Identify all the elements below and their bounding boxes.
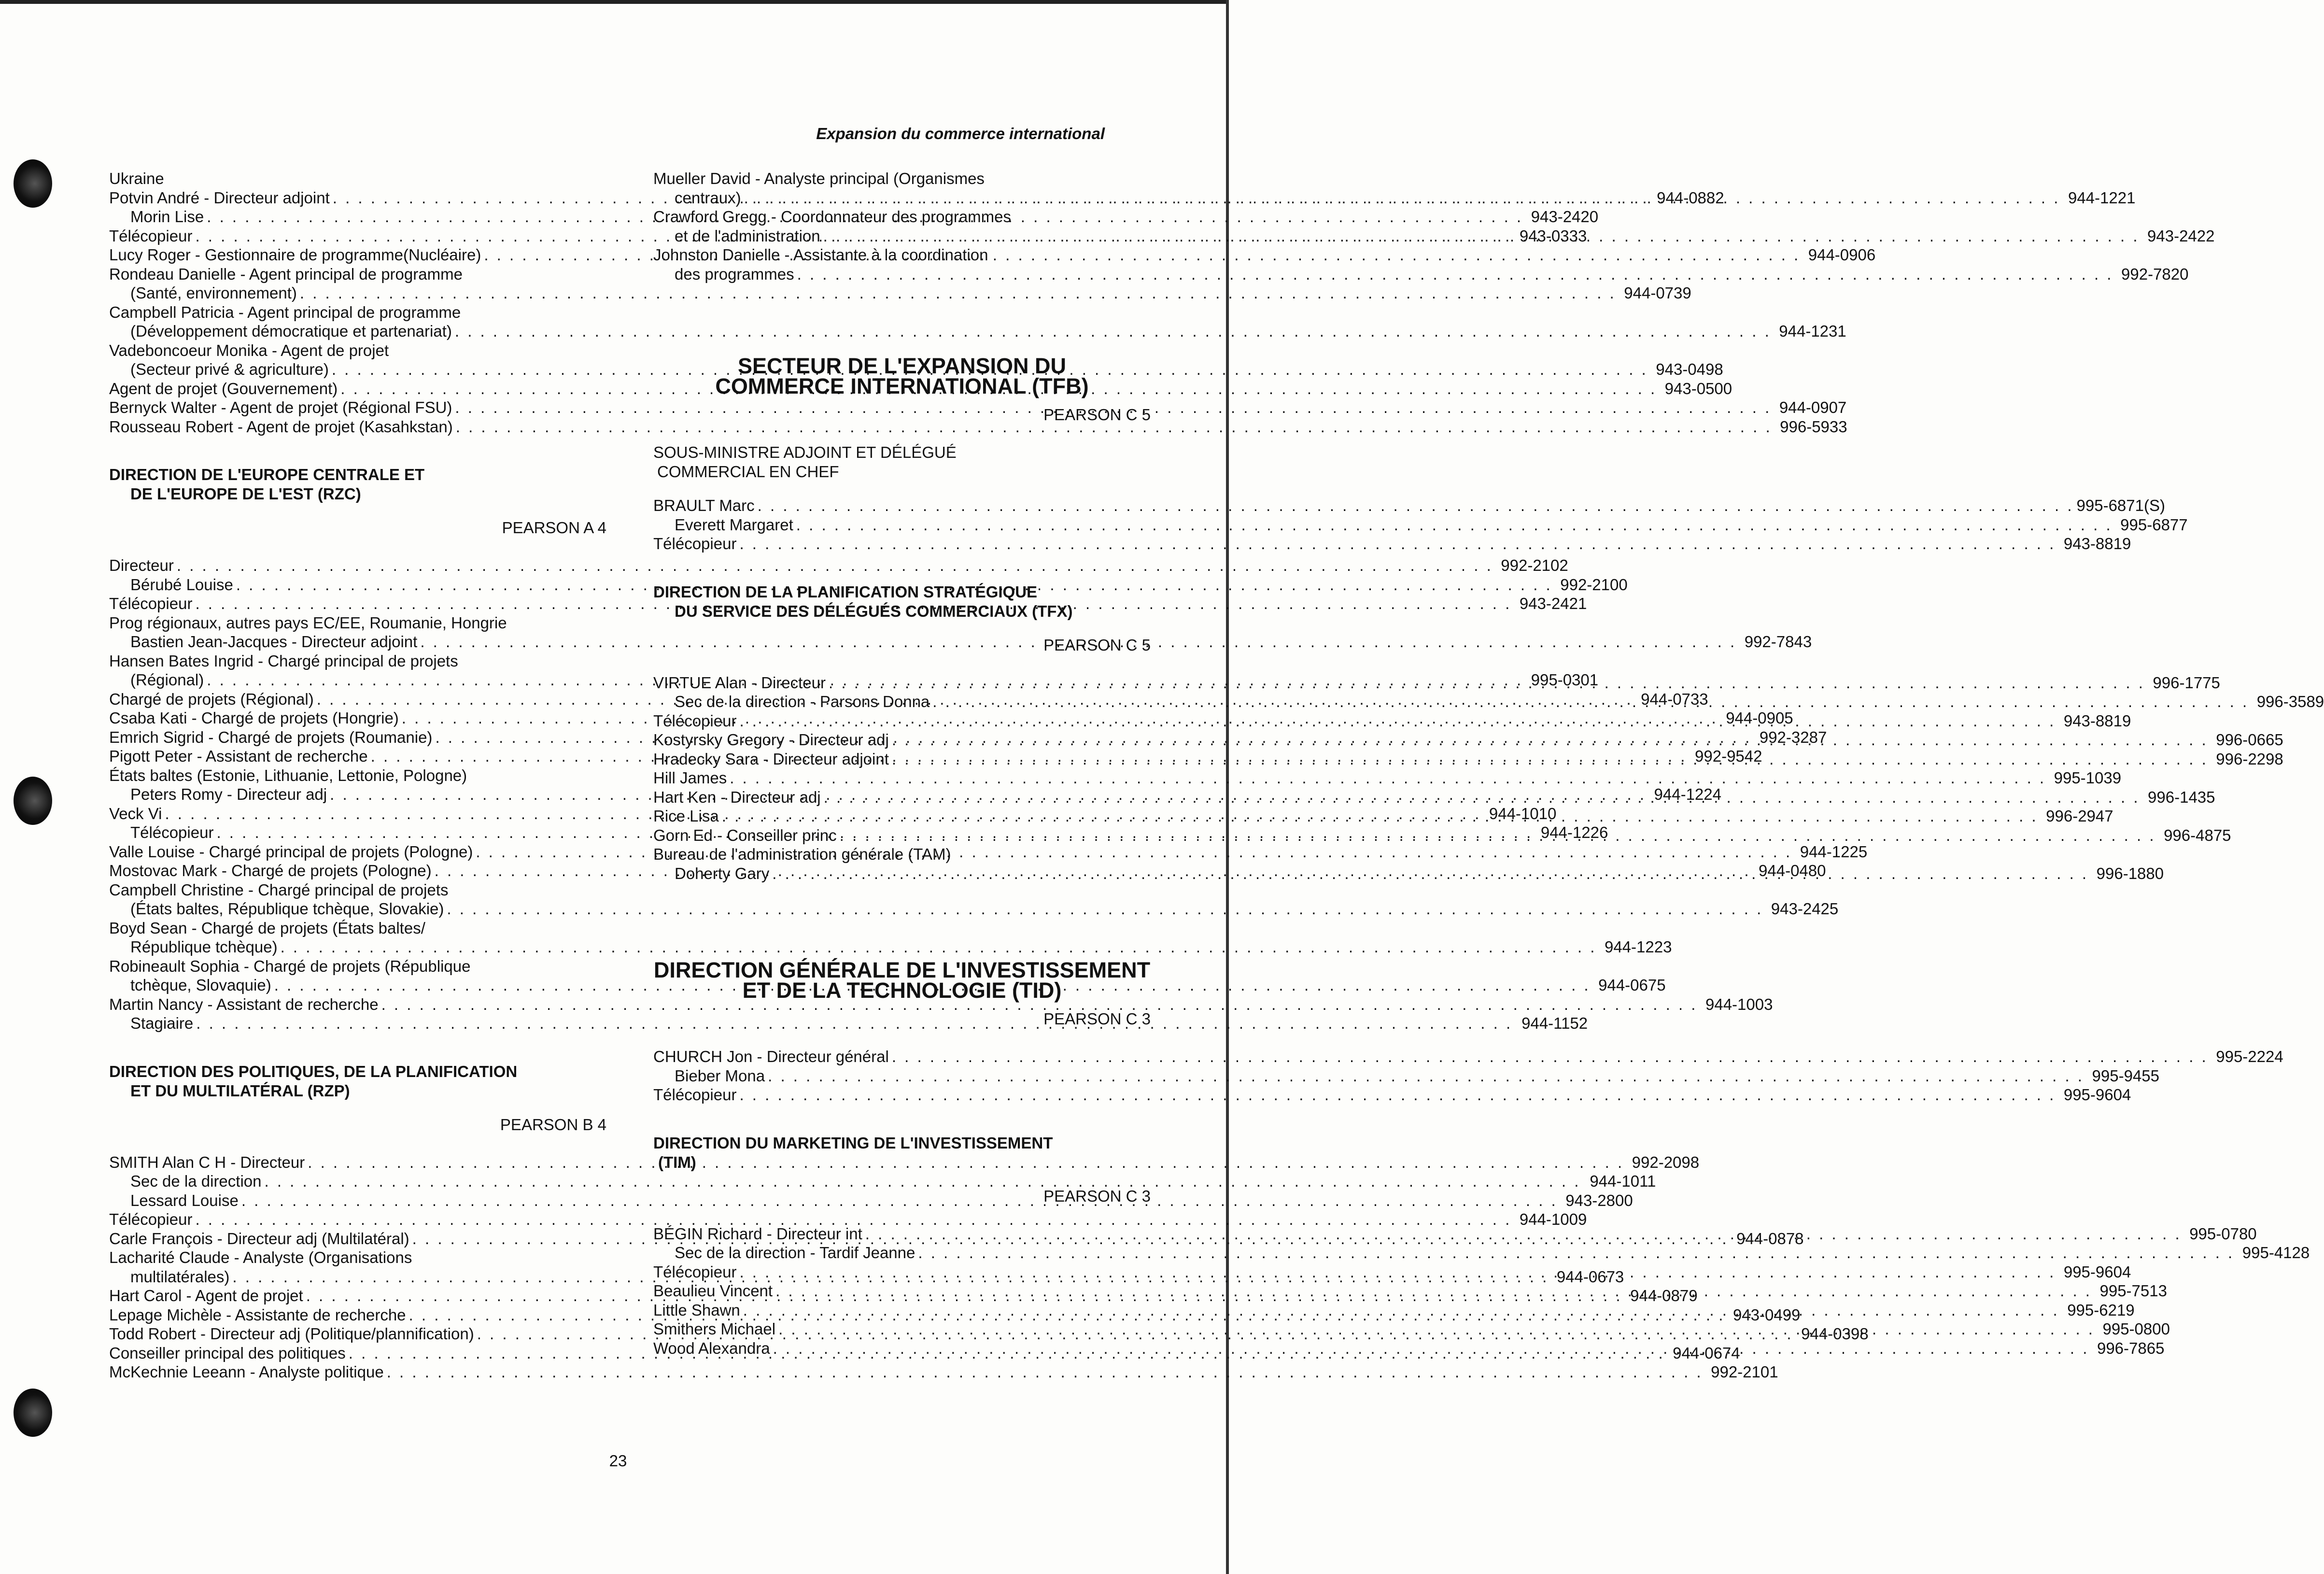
entry-name: BRAULT Marc	[653, 496, 755, 514]
entry-name: Sec de la direction - Parsons Donna	[675, 693, 930, 710]
phone-number: 944-1221	[2068, 188, 2136, 207]
entry-name: multilatérales)	[130, 1267, 230, 1286]
leader-dots	[821, 788, 2143, 807]
location-label: PEARSON A 4	[502, 519, 606, 537]
entry-name: Mostovac Mark - Chargé de projets (Pologne)	[109, 862, 432, 879]
entry-name: Potvin André - Directeur adjoint	[109, 188, 330, 207]
entry-name: tchèque, Slovaquie)	[130, 976, 271, 994]
directory-entry	[653, 1047, 2283, 1066]
phone-number: 943-0500	[1664, 379, 1732, 397]
entry-name: Télécopieur	[109, 227, 193, 245]
phone-number: 995-9604	[2063, 1262, 2131, 1281]
section-heading-tfx: DIRECTION DE LA PLANIFICATION STRATÉGIQUE DU SERVICE DES DÉLÉGUÉS COMMERCIAUX (TFX)	[653, 582, 1073, 620]
phone-number: 943-2420	[1531, 208, 1599, 226]
entry-name: Robineault Sophia - Chargé de projets (République	[109, 957, 471, 975]
entry-name: Rondeau Danielle - Agent principal de programme	[109, 265, 463, 283]
directory-entry	[653, 515, 2188, 535]
subsection-title: SOUS-MINISTRE ADJOINT ET DÉLÉGUÉ COMMERCIAL EN CHEF	[653, 443, 957, 481]
leader-dots	[775, 1319, 2098, 1339]
entry-name: Bérubé Louise	[130, 575, 233, 594]
leader-dots	[727, 768, 2049, 788]
directory-entry	[109, 1172, 1656, 1191]
section-heading-tim: DIRECTION DU MARKETING DE L'INVESTISSEMENT (TIM)	[653, 1134, 1053, 1171]
phone-number: 995-9604	[2063, 1086, 2131, 1104]
phone-number: 995-7513	[2099, 1282, 2167, 1300]
directory-entry	[653, 245, 1151, 265]
entry-name: Lepage Michèle - Assistante de recherche	[109, 1305, 406, 1324]
entry-name: Todd Robert - Directeur adj (Politique/plannification)	[109, 1325, 474, 1343]
directory-entry	[653, 1066, 2159, 1086]
section-heading-rzc: DIRECTION DE L'EUROPE CENTRALE ET DE L'EUROPE DE L'EST (RZC)	[109, 466, 425, 503]
entry-name: Télécopieur	[109, 1210, 193, 1228]
entry-name: Campbell Patricia - Agent principal de programme	[109, 303, 461, 321]
directory-entry	[109, 880, 606, 900]
entry-name: Veck Vi	[109, 804, 162, 822]
section-heading-rzp: DIRECTION DES POLITIQUES, DE LA PLANIFICATION ET DU MULTILATÉRAL (RZP)	[109, 1062, 518, 1100]
entry-name: McKechnie Leeann - Analyste politique	[109, 1363, 384, 1381]
leader-dots	[930, 692, 2252, 711]
phone-number: 944-1011	[1590, 1172, 1656, 1190]
directory-entry	[109, 613, 606, 633]
entry-name: Boyd Sean - Chargé de projets (États baltes/	[109, 919, 425, 937]
directory-entry	[109, 265, 606, 284]
entry-name: (États baltes, République tchèque, Slovakie)	[130, 900, 444, 918]
phone-number: 944-0907	[1779, 398, 1847, 416]
entry-name: Csaba Kati - Chargé de projets (Hongrie)	[109, 709, 399, 727]
entry-name: Stagiaire	[130, 1014, 194, 1032]
directory-entry	[109, 1153, 1700, 1172]
location-label: PEARSON B 4	[500, 1115, 606, 1134]
phone-number: 944-0398	[1801, 1325, 1869, 1343]
entry-name: Mueller David - Analyste principal (Organismes	[653, 170, 985, 187]
entry-name: Directeur	[109, 556, 174, 574]
phone-number: 944-1009	[1519, 1210, 1587, 1228]
entry-name: Bieber Mona	[675, 1066, 765, 1085]
leader-dots	[736, 1085, 2058, 1105]
phone-number: 992-3287	[1759, 728, 1827, 746]
leader-dots	[765, 1066, 2087, 1086]
leader-dots	[740, 1301, 2062, 1320]
phone-number: 995-0780	[2189, 1224, 2257, 1243]
phone-number: 996-1880	[2096, 864, 2164, 882]
entry-name: République tchèque)	[130, 938, 278, 956]
phone-number: 995-1039	[2054, 769, 2122, 787]
entry-name: Peters Romy - Directeur adj	[130, 785, 327, 803]
binder-hole	[14, 1389, 52, 1437]
leader-dots	[384, 1362, 1706, 1382]
entry-name: Little Shawn	[653, 1301, 740, 1319]
phone-number: 996-2298	[2216, 750, 2283, 768]
location-label: PEARSON C 3	[1043, 1010, 1151, 1028]
entry-name: Beaulieu Vincent	[653, 1282, 773, 1300]
phone-number: 943-2421	[1519, 595, 1587, 612]
phone-number: 996-2947	[2046, 807, 2113, 825]
section-title-ukraine: Ukraine	[109, 170, 164, 187]
directory-entry	[109, 766, 606, 785]
phone-number: 996-5933	[1780, 417, 1847, 436]
directory-entry	[653, 1243, 2310, 1262]
phone-number: 995-4128	[2242, 1244, 2310, 1262]
phone-number: 944-1224	[1654, 785, 1721, 803]
phone-number: 992-2100	[1560, 575, 1628, 594]
entry-name: Johnston Danielle - Assistante à la coordination	[653, 246, 988, 264]
entry-name: (Régional)	[130, 671, 204, 689]
phone-number: 943-2422	[2147, 227, 2215, 245]
page-number: 23	[609, 1452, 627, 1470]
directory-entry	[653, 169, 1151, 188]
directory-list-tfb	[653, 496, 2188, 553]
leader-dots	[862, 1224, 2184, 1244]
phone-number: 992-7820	[2121, 265, 2189, 283]
entry-name: Télécopieur	[653, 711, 737, 730]
leader-dots	[736, 534, 2058, 553]
directory-entry	[109, 341, 606, 360]
directory-entry	[109, 284, 1691, 303]
phone-number: 944-0674	[1673, 1344, 1740, 1362]
phone-number: 944-0480	[1759, 862, 1826, 879]
leader-dots	[741, 188, 2063, 208]
entry-name: centraux)	[675, 188, 741, 207]
phone-number: 995-9455	[2092, 1066, 2159, 1085]
entry-name: et de l'administration	[675, 227, 820, 245]
phone-number: 943-2425	[1771, 900, 1839, 918]
directory-entry	[109, 417, 1847, 437]
entry-name: Everett Margaret	[675, 515, 793, 534]
phone-number: 944-0733	[1641, 690, 1708, 708]
phone-number: 943-0499	[1732, 1305, 1801, 1324]
entry-name: Lessard Louise	[130, 1191, 239, 1209]
entry-name: Télécopieur	[109, 595, 193, 612]
leader-dots	[826, 673, 2148, 693]
phone-number: 995-6871(S)	[2076, 496, 2165, 514]
phone-number: 996-1775	[2153, 673, 2220, 692]
phone-number: 943-8819	[2063, 535, 2131, 553]
directory-entry	[653, 496, 2165, 515]
entry-name: Sec de la direction - Tardif Jeanne	[675, 1244, 916, 1262]
phone-number: 992-2098	[1632, 1153, 1700, 1171]
entry-name: Martin Nancy - Assistant de recherche	[109, 995, 379, 1013]
phone-number: 995-0301	[1531, 671, 1599, 689]
phone-number: 943-0498	[1656, 360, 1723, 378]
phone-number: 944-1231	[1779, 322, 1846, 340]
entry-name: Rice Lisa	[653, 807, 719, 825]
entry-name: Conseiller principal des politiques	[109, 1344, 346, 1362]
leader-dots	[773, 1281, 2095, 1301]
entry-name: Agent de projet (Gouvernement)	[109, 379, 338, 397]
phone-number: 944-1003	[1705, 995, 1773, 1013]
phone-number: 944-0882	[1657, 188, 1724, 207]
phone-number: 944-1223	[1604, 938, 1672, 956]
phone-number: 944-0878	[1736, 1229, 1804, 1248]
entry-name: Gorn Ed - Conseiller princ	[653, 826, 837, 844]
entry-name: Vadeboncoeur Monika - Agent de projet	[109, 341, 389, 359]
directory-entry	[109, 575, 1628, 595]
entry-name: Hradecky Sara - Directeur adjoint	[653, 750, 889, 768]
entry-name: Télécopieur	[130, 823, 214, 841]
phone-number: 944-1152	[1521, 1014, 1588, 1032]
entry-name: États baltes (Estonie, Lithuanie, Lettonie, Pologne)	[109, 766, 467, 784]
entry-name: Prog régionaux, autres pays EC/EE, Roumanie, Hongrie	[109, 613, 507, 632]
entry-name: CHURCH Jon - Directeur général	[653, 1048, 889, 1065]
directory-entry	[653, 534, 2131, 553]
entry-name: Lucy Roger - Gestionnaire de programme(Nucléaire)	[109, 246, 481, 264]
phone-number: 992-2102	[1501, 556, 1568, 574]
entry-name: Pigott Peter - Assistant de recherche	[109, 747, 368, 765]
entry-name: Hart Ken - Directeur adj	[653, 788, 821, 806]
entry-name: Kostyrsky Gregory - Directeur adj	[653, 731, 889, 749]
entry-name: Campbell Christine - Chargé principal de projets	[109, 880, 449, 899]
entry-name: Hill James	[653, 769, 727, 787]
phone-number: 992-2101	[1711, 1363, 1778, 1381]
directory-entry	[109, 1210, 1587, 1229]
phone-number: 944-0879	[1630, 1287, 1698, 1305]
entry-name: Lacharité Claude - Analyste (Organisations	[109, 1248, 412, 1266]
entry-name: Valle Louise - Chargé principal de projets (Pologne)	[109, 842, 473, 861]
leader-dots	[889, 750, 2211, 769]
directory-entry	[653, 207, 1151, 227]
entry-name: Bernyck Walter - Agent de projet (Régional FSU)	[109, 398, 452, 416]
entry-name: Crawford Gregg - Coordonnateur des programmes	[653, 208, 1012, 226]
directory-entry	[653, 1085, 2131, 1105]
section-heading-tid: DIRECTION GÉNÉRALE DE L'INVESTISSEMENT ET DE LA TECHNOLOGIE (TID)	[653, 958, 1151, 1003]
binder-hole	[14, 159, 52, 208]
directory-entry	[109, 322, 1846, 341]
phone-number: 995-6877	[2120, 515, 2188, 534]
phone-number: 944-0906	[1808, 246, 1876, 264]
leader-dots	[793, 515, 2115, 535]
directory-entry	[109, 919, 606, 938]
directory-entry	[109, 303, 606, 322]
directory-entry	[653, 768, 2122, 788]
phone-number: 943-2800	[1565, 1191, 1633, 1209]
directory-entry	[109, 360, 1723, 379]
entry-name: Emrich Sigrid - Chargé de projets (Roumanie)	[109, 728, 433, 746]
directory-entry	[109, 1248, 606, 1267]
phone-number: 944-0739	[1624, 284, 1691, 302]
entry-name: Télécopieur	[653, 1086, 737, 1104]
entry-name: Doherty Gary	[675, 864, 770, 882]
leader-dots	[889, 730, 2211, 750]
directory-entry	[109, 976, 1666, 995]
location-label: PEARSON C 5	[1043, 636, 1151, 654]
leader-dots	[736, 711, 2058, 731]
entry-name: (Santé, environnement)	[130, 284, 297, 302]
running-head: Expansion du commerce international	[816, 125, 1105, 142]
entry-name: VIRTUE Alan - Directeur	[653, 673, 826, 692]
entry-name: Hart Carol - Agent de projet	[109, 1287, 303, 1305]
directory-entry	[109, 652, 606, 671]
directory-entry	[109, 957, 606, 976]
entry-name: SMITH Alan C H - Directeur	[109, 1153, 305, 1171]
phone-number: 996-1435	[2148, 788, 2215, 806]
entry-name: Bureau de l'administration générale (TAM)	[653, 845, 951, 863]
location-label: PEARSON C 3	[1043, 1187, 1151, 1205]
entry-name: Télécopieur	[653, 535, 737, 553]
phone-number: 943-0333	[1519, 227, 1587, 245]
phone-number: 996-3589	[2256, 693, 2324, 710]
phone-number: 944-1010	[1489, 804, 1557, 822]
entry-name: Rousseau Robert - Agent de projet (Kasahkstan)	[109, 417, 453, 436]
section-heading-tfb: SECTEUR DE L'EXPANSION DU COMMERCE INTERNATIONAL (TFB)	[715, 354, 1089, 398]
phone-number: 944-0675	[1598, 976, 1666, 994]
directory-list-tid	[653, 1047, 2283, 1105]
entry-name: BÉGIN Richard - Directeur int	[653, 1224, 862, 1243]
directory-entry	[109, 556, 1568, 575]
directory-entry	[109, 379, 1732, 398]
phone-number: 995-0800	[2102, 1320, 2170, 1338]
entry-name: Chargé de projets (Régional)	[109, 690, 314, 708]
entry-name: (Développement démocratique et partenariat)	[130, 322, 452, 340]
phone-number: 995-2224	[2216, 1048, 2283, 1065]
entry-name: Carle François - Directeur adj (Multilatéral)	[109, 1229, 409, 1248]
leader-dots	[769, 864, 2091, 883]
directory-entry	[109, 937, 1672, 957]
phone-number: 995-6219	[2067, 1301, 2135, 1319]
leader-dots	[719, 807, 2041, 826]
directory-entry	[109, 995, 1773, 1014]
leader-dots	[837, 826, 2159, 845]
entry-name: Smithers Michael	[653, 1320, 776, 1338]
binder-hole	[14, 777, 52, 825]
location-label: PEARSON C 5	[1043, 406, 1151, 424]
leader-dots	[755, 496, 2077, 515]
directory-entry	[653, 265, 2189, 284]
directory-entry	[109, 1362, 1778, 1382]
directory-entry	[653, 845, 1151, 864]
phone-number: 944-1225	[1800, 842, 1868, 861]
scan-top-edge	[0, 0, 1229, 4]
entry-name: des programmes	[675, 265, 794, 283]
phone-number: 944-0905	[1726, 709, 1793, 727]
phone-number: 944-0673	[1556, 1267, 1624, 1286]
entry-name: Wood Alexandra	[653, 1339, 770, 1357]
entry-name: Sec de la direction	[130, 1172, 262, 1190]
leader-dots	[889, 1047, 2211, 1066]
phone-number: 992-9542	[1695, 747, 1762, 765]
leader-dots	[794, 265, 2116, 284]
phone-number: 944-1226	[1540, 823, 1608, 841]
leader-dots	[770, 1339, 2092, 1358]
entry-name: Hansen Bates Ingrid - Chargé principal de projets	[109, 652, 458, 670]
phone-number: 996-4875	[2164, 826, 2231, 844]
entry-name: (Secteur privé & agriculture)	[130, 360, 329, 378]
phone-number: 996-7865	[2097, 1339, 2165, 1357]
entry-name: Morin Lise	[130, 208, 204, 226]
entry-name: Télécopieur	[653, 1262, 737, 1281]
leader-dots	[915, 1243, 2237, 1262]
leader-dots	[820, 227, 2142, 246]
leader-dots	[736, 1262, 2058, 1282]
phone-number: 996-0665	[2216, 731, 2283, 749]
phone-number: 943-8819	[2063, 711, 2131, 730]
phone-number: 992-7843	[1744, 633, 1812, 651]
directory-entry	[109, 899, 1839, 919]
entry-name: Bastien Jean-Jacques - Directeur adjoint	[130, 633, 418, 651]
